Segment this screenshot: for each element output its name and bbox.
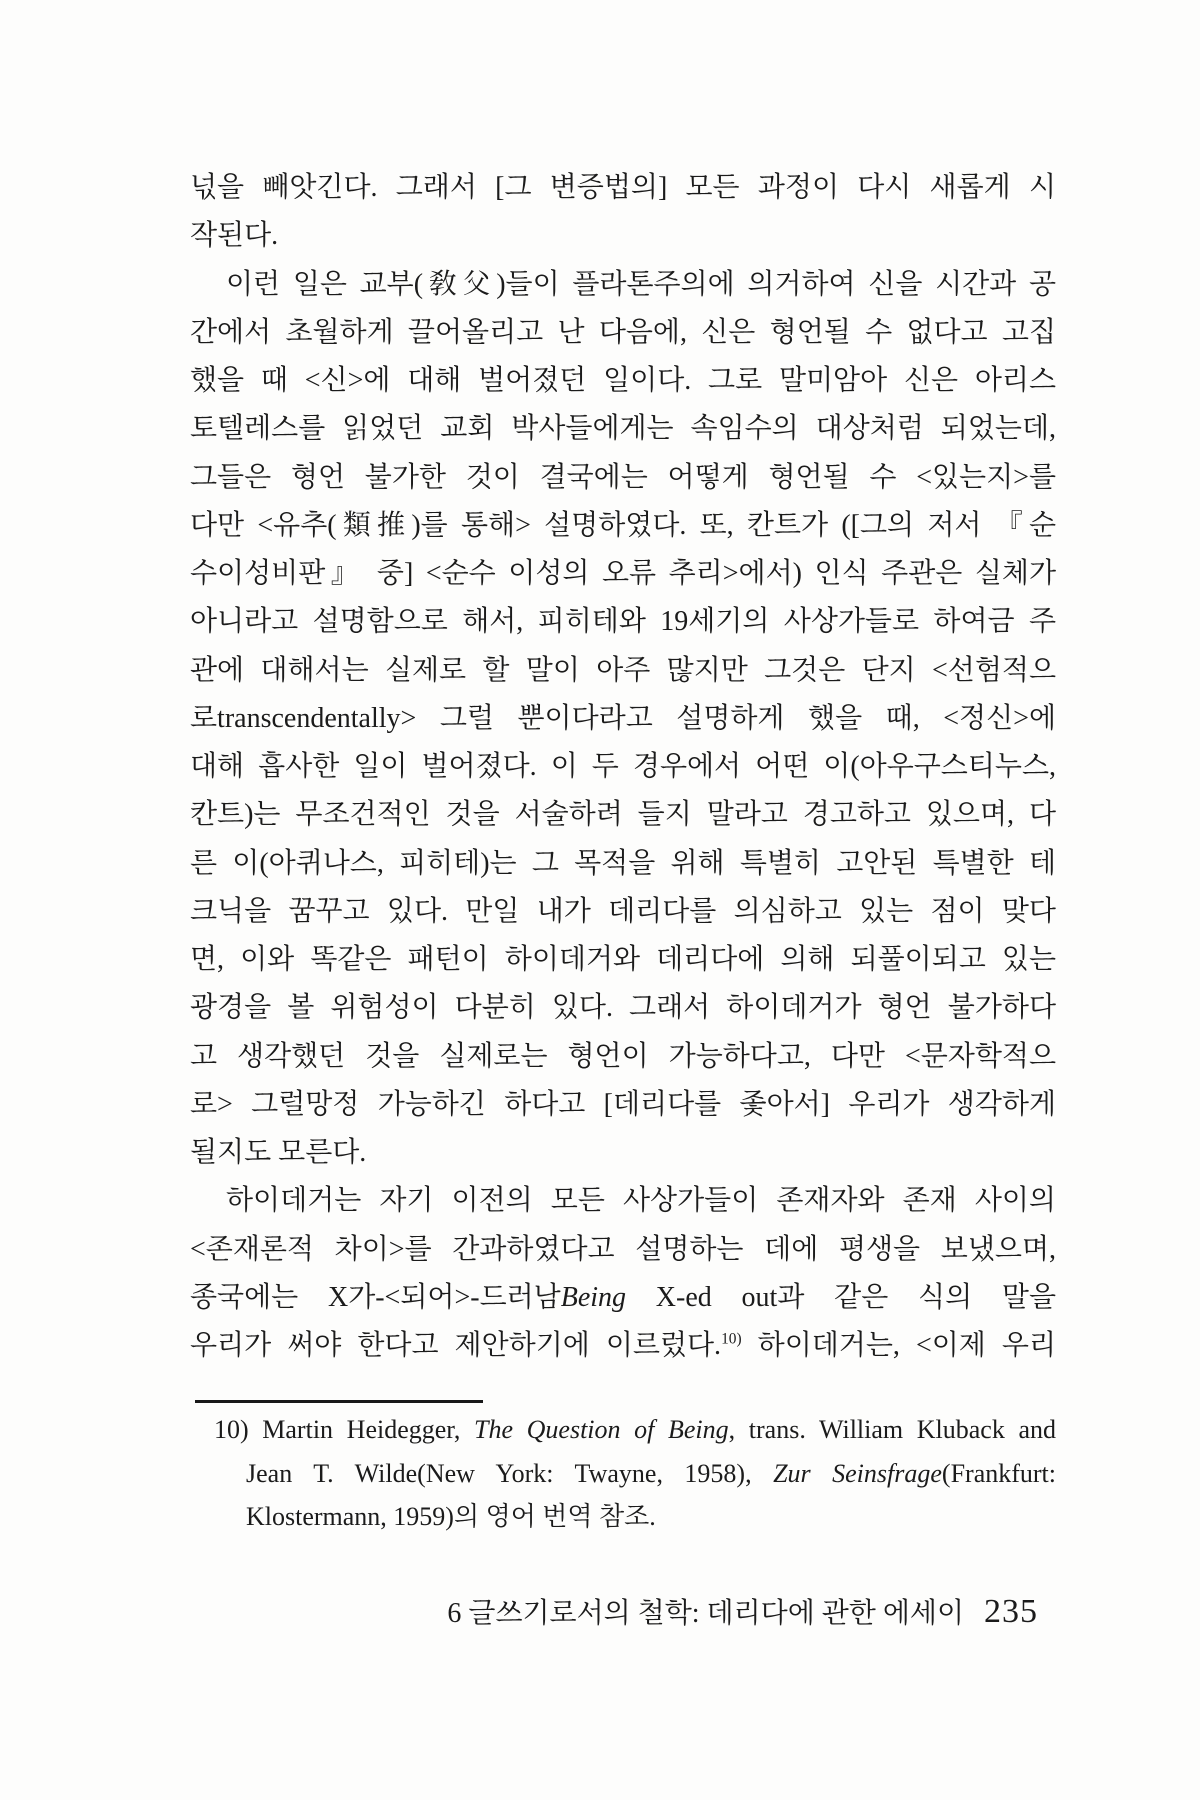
text-segment: 토텔레스를 읽었던 교회 박사들에게는 속임수의 대상처럼 되었는데, bbox=[190, 413, 1056, 445]
italic-text-segment: The Question of Being bbox=[474, 1415, 729, 1444]
body-text bbox=[190, 164, 1056, 1370]
body-line bbox=[190, 502, 1056, 550]
text-segment: 10) Martin Heidegger, bbox=[214, 1415, 475, 1444]
body-line bbox=[190, 261, 1056, 309]
body-line bbox=[190, 984, 1056, 1032]
text-segment: Jean T. Wilde(New York: Twayne, 1958), bbox=[246, 1458, 774, 1488]
body-line bbox=[190, 1129, 1056, 1177]
text-segment: 간에서 초월하게 끌어올리고 난 다음에, 신은 형언될 수 없다고 고집 bbox=[190, 316, 1056, 348]
text-segment: 다만 <유추(類推)를 통해> 설명하였다. 또, 칸트가 ([그의 저서 『순 bbox=[190, 509, 1056, 541]
text-segment: 른 이(아퀴나스, 피히테)는 그 목적을 위해 특별히 고안된 특별한 테 bbox=[190, 847, 1056, 879]
body-line bbox=[190, 309, 1056, 357]
footnote-divider bbox=[195, 1400, 483, 1403]
text-segment: 아니라고 설명함으로 해서, 피히테와 19세기의 사상가들로 하여금 주 bbox=[190, 606, 1056, 638]
footer-chapter-title: 6 글쓰기로서의 철학: 데리다에 관한 에세이 bbox=[447, 1598, 964, 1629]
text-segment: 수이성비판』 중] <순수 이성의 오류 추리>에서) 인식 주관은 실체가 bbox=[190, 558, 1056, 589]
body-line bbox=[190, 888, 1056, 936]
text-segment: X-ed out과 같은 식의 말을 bbox=[626, 1281, 1057, 1313]
text-segment: 고 생각했던 것을 실제로는 형언이 가능하다고, 다만 <문자학적으 bbox=[190, 1040, 1056, 1072]
body-line bbox=[190, 1322, 1056, 1370]
text-segment: 이런 일은 교부(敎父)들이 플라톤주의에 의거하여 신을 시간과 공 bbox=[226, 268, 1056, 300]
body-line bbox=[190, 1177, 1056, 1225]
text-segment: <존재론적 차이>를 간과하였다고 설명하는 데에 평생을 보냈으며, bbox=[190, 1233, 1056, 1265]
text-segment: 했을 때 <신>에 대해 벌어졌던 일이다. 그로 말미암아 신은 아리스 bbox=[190, 365, 1056, 396]
text-segment: (Frankfurt: bbox=[941, 1458, 1057, 1488]
footnote bbox=[214, 1408, 1056, 1539]
running-footer bbox=[190, 1590, 1038, 1636]
body-line bbox=[190, 405, 1056, 453]
body-line bbox=[190, 212, 1056, 260]
body-line bbox=[190, 695, 1056, 743]
body-line bbox=[190, 840, 1056, 888]
body-line bbox=[190, 1226, 1056, 1274]
footnote-ref-superscript: 10) bbox=[721, 1330, 742, 1348]
text-segment: 면, 이와 똑같은 패턴이 하이데거와 데리다에 의해 되풀이되고 있는 bbox=[190, 944, 1056, 975]
text-segment: 하이데거는 자기 이전의 모든 사상가들이 존재자와 존재 사이의 bbox=[226, 1185, 1056, 1217]
body-line bbox=[190, 743, 1056, 791]
text-segment: 광경을 볼 위험성이 다분히 있다. 그래서 하이데거가 형언 불가하다 bbox=[190, 992, 1056, 1024]
body-line bbox=[190, 1274, 1056, 1322]
text-segment: 작된다. bbox=[190, 220, 279, 252]
body-line bbox=[190, 647, 1056, 695]
text-segment: 우리가 써야 한다고 제안하기에 이르렀다. bbox=[190, 1330, 722, 1361]
text-segment: 대해 흡사한 일이 벌어졌다. 이 두 경우에서 어떤 이(아우구스티누스, bbox=[190, 751, 1056, 782]
text-segment: Klostermann, 1959)의 영어 번역 참조. bbox=[246, 1502, 656, 1531]
text-segment: 그들은 형언 불가한 것이 결국에는 어떻게 형언될 수 <있는지>를 bbox=[190, 461, 1056, 493]
italic-text-segment: Being bbox=[560, 1281, 627, 1313]
body-line bbox=[190, 550, 1056, 598]
body-line bbox=[190, 1033, 1056, 1081]
text-segment: 하이데거는, <이제 우리 bbox=[741, 1330, 1056, 1361]
text-segment: 될지도 모른다. bbox=[190, 1137, 367, 1168]
footer-page-number: 235 bbox=[984, 1593, 1038, 1630]
text-segment: 크닉을 꿈꾸고 있다. 만일 내가 데리다를 의심하고 있는 점이 맞다 bbox=[190, 895, 1056, 927]
body-line bbox=[190, 454, 1056, 502]
footnote-line bbox=[214, 1408, 1056, 1452]
body-line bbox=[190, 357, 1056, 405]
body-line bbox=[190, 164, 1056, 212]
body-line bbox=[190, 936, 1056, 984]
text-segment: 로transcendentally> 그럴 뿐이다라고 설명하게 했을 때, <정신>에 bbox=[190, 702, 1056, 734]
text-segment: 넋을 빼앗긴다. 그래서 [그 변증법의] 모든 과정이 다시 새롭게 시 bbox=[190, 172, 1056, 203]
text-segment: 종국에는 X가-<되어>-드러남 bbox=[190, 1281, 561, 1313]
body-line bbox=[190, 791, 1056, 839]
text-segment: , trans. William Kluback and bbox=[728, 1415, 1056, 1444]
footnote-line bbox=[246, 1495, 1056, 1539]
italic-text-segment: Zur Seinsfrage bbox=[773, 1458, 942, 1488]
body-line bbox=[190, 1081, 1056, 1129]
footnote-line bbox=[246, 1452, 1056, 1496]
body-line bbox=[190, 598, 1056, 646]
text-segment: 칸트)는 무조건적인 것을 서술하려 들지 말라고 경고하고 있으며, 다 bbox=[190, 799, 1056, 831]
text-segment: 관에 대해서는 실제로 할 말이 아주 많지만 그것은 단지 <선험적으 bbox=[190, 654, 1056, 686]
text-segment: 로> 그럴망정 가능하긴 하다고 [데리다를 좇아서] 우리가 생각하게 bbox=[190, 1088, 1056, 1120]
